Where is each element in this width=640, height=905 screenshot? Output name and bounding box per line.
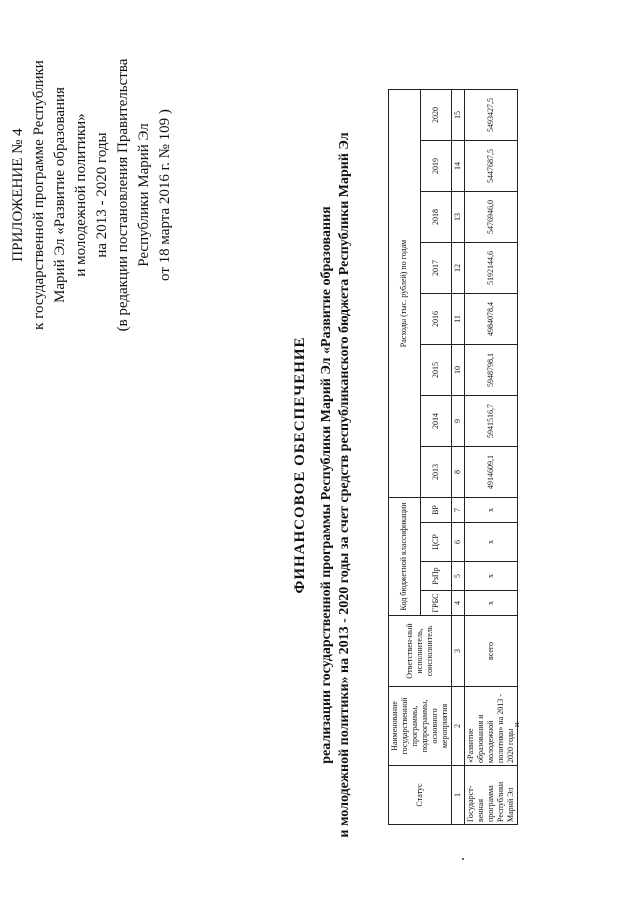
column-number: 7 xyxy=(452,498,465,523)
header-name: Наименование государственной программы, подпрограммы, основного мероприятия xyxy=(389,687,452,766)
header-status: Статус xyxy=(389,766,452,825)
row-responsible: всего xyxy=(465,616,518,687)
row-value: 4984078,4 xyxy=(465,294,518,345)
column-number: 12 xyxy=(452,243,465,294)
row-value: 5948798,1 xyxy=(465,345,518,396)
row-vr: х xyxy=(465,498,518,523)
scan-speck xyxy=(462,858,464,860)
column-number: 2 xyxy=(452,687,465,766)
appendix-header xyxy=(8,45,176,345)
header-year: 2015 xyxy=(420,345,452,396)
header-csr: ЦСР xyxy=(420,523,452,562)
column-number: 1 xyxy=(452,766,465,825)
appendix-line: Марий Эл «Развитие образования xyxy=(52,87,68,303)
row-name: «Развитие образования и молодежной политики» на 2013 - 2020 годы xyxy=(465,687,518,766)
header-vr: ВР xyxy=(420,498,452,523)
header-responsible: Ответствен-ный исполнитель, соисполнитель xyxy=(389,616,452,687)
column-number: 4 xyxy=(452,591,465,616)
row-value: 5192144,6 xyxy=(465,243,518,294)
header-year: 2013 xyxy=(420,447,452,498)
row-value: 4914609,1 xyxy=(465,447,518,498)
header-grbs: ГРБС xyxy=(420,591,452,616)
appendix-line: к государственной программе Республики xyxy=(31,60,47,330)
document-subtitle xyxy=(318,95,354,875)
column-number: 9 xyxy=(452,396,465,447)
financing-table xyxy=(388,89,518,825)
column-number: 5 xyxy=(452,562,465,591)
document-title: ФИНАНСОВОЕ ОБЕСПЕЧЕНИЕ xyxy=(292,336,308,594)
column-number: 13 xyxy=(452,192,465,243)
column-number: 8 xyxy=(452,447,465,498)
column-number: 3 xyxy=(452,616,465,687)
appendix-line: Республики Марий Эл xyxy=(136,123,152,267)
header-year: 2014 xyxy=(420,396,452,447)
column-number: 11 xyxy=(452,294,465,345)
row-value: 5941516,7 xyxy=(465,396,518,447)
appendix-line: ПРИЛОЖЕНИЕ № 4 xyxy=(10,128,26,262)
row-rzpr: х xyxy=(465,562,518,591)
column-number: 15 xyxy=(452,90,465,141)
row-status: Государст-венная программа Республики Марий Эл xyxy=(465,766,518,825)
column-number: 14 xyxy=(452,141,465,192)
subtitle-line: реализации государственной программы Республики Марий Эл «Развитие образования xyxy=(319,206,334,764)
row-grbs: х xyxy=(465,591,518,616)
row-value: 5447687,5 xyxy=(465,141,518,192)
row-value: 5476946,0 xyxy=(465,192,518,243)
header-expenses: Расходы (тыс. рублей) по годам xyxy=(389,90,421,498)
header-year: 2020 xyxy=(420,90,452,141)
column-number: 10 xyxy=(452,345,465,396)
header-year: 2019 xyxy=(420,141,452,192)
appendix-line: от 18 марта 2016 г. № 109 ) xyxy=(157,109,173,281)
row-csr: х xyxy=(465,523,518,562)
header-rzpr: РзПр xyxy=(420,562,452,591)
column-number-row xyxy=(452,90,465,825)
header-year: 2016 xyxy=(420,294,452,345)
table-row xyxy=(465,90,518,825)
header-year: 2017 xyxy=(420,243,452,294)
row-extra-mark: и xyxy=(512,722,521,727)
row-value: 5493427,5 xyxy=(465,90,518,141)
header-budget-code: Код бюджетной классификации xyxy=(389,498,421,616)
subtitle-line: и молодежной политики» на 2013 - 2020 годы за счет средств республиканского бюджета Республики Марий Эл xyxy=(337,132,352,838)
appendix-line: и молодежной политики» xyxy=(73,113,89,277)
column-number: 6 xyxy=(452,523,465,562)
header-year: 2018 xyxy=(420,192,452,243)
appendix-line: (в редакции постановления Правительства xyxy=(115,58,131,332)
appendix-line: на 2013 - 2020 годы xyxy=(94,132,110,258)
